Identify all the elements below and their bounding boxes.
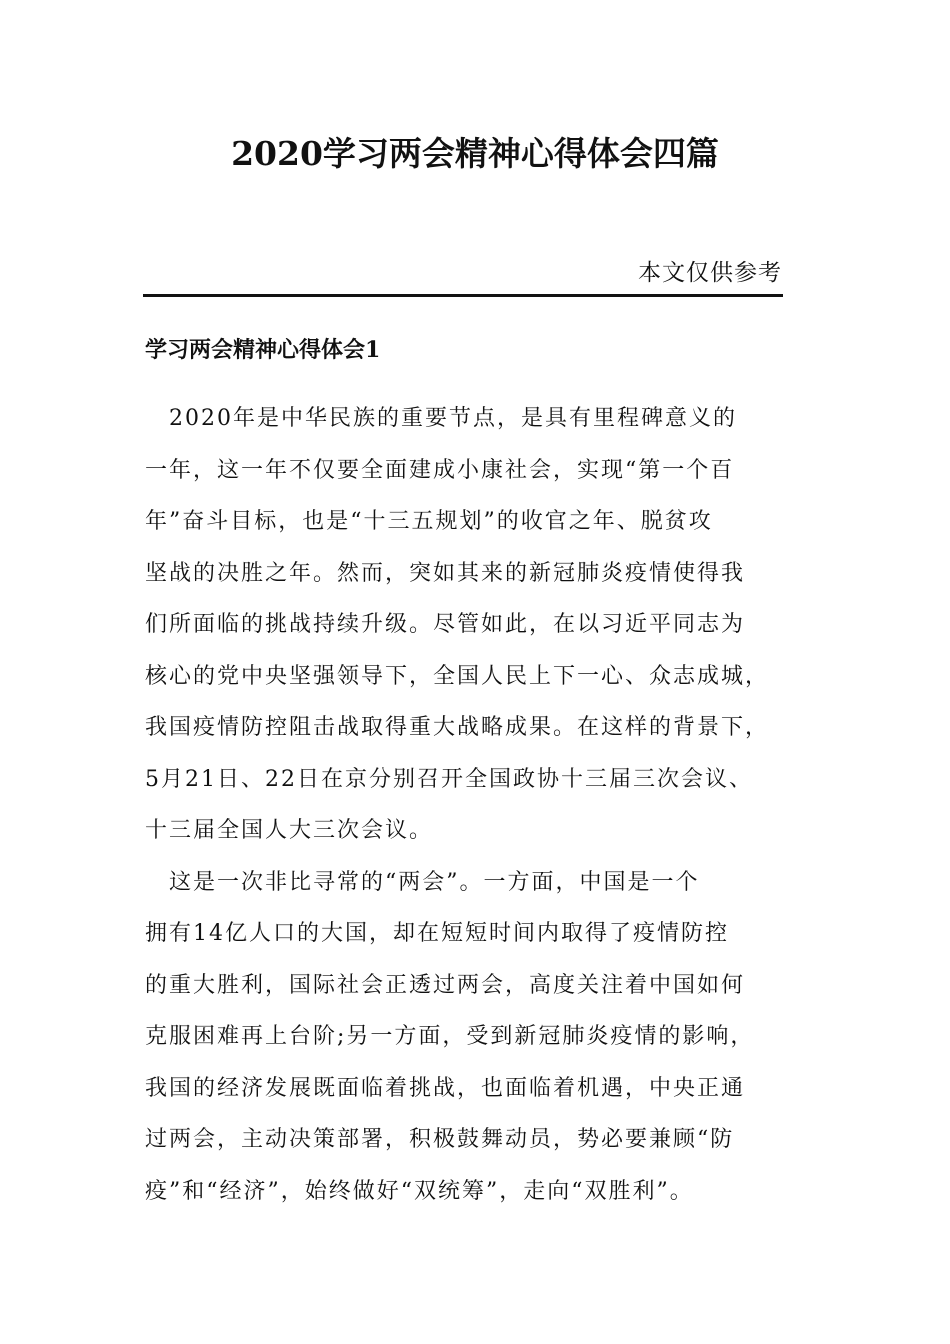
paragraph-1 bbox=[145, 393, 805, 857]
text-line: 我国疫情防控阻击战取得重大战略成果。在这样的背景下， bbox=[145, 715, 770, 740]
paragraph-2 bbox=[145, 857, 805, 1218]
text-line: 的重大胜利，国际社会正透过两会，高度关注着中国如何 bbox=[145, 972, 746, 998]
body-text bbox=[145, 393, 805, 1217]
reference-note: 本文仅供参考 bbox=[638, 260, 782, 286]
text-line: 十三届全国人大三次会议。 bbox=[145, 818, 434, 843]
text-line: 核心的党中央坚强领导下，全国人民上下一心、众志成城， bbox=[145, 663, 770, 689]
text-line: 疫”和“经济”，始终做好“双统筹”，走向“双胜利”。 bbox=[145, 1178, 694, 1204]
document-title: 2020学习两会精神心得体会四篇 bbox=[231, 134, 719, 173]
section-heading: 学习两会精神心得体会1 bbox=[145, 337, 381, 363]
text-line: 这是一次非比寻常的“两会”。一方面，中国是一个 bbox=[145, 869, 700, 895]
text-line: 们所面临的挑战持续升级。尽管如此，在以习近平同志为 bbox=[145, 612, 746, 637]
text-line: 一年，这一年不仅要全面建成小康社会，实现“第一个百 bbox=[145, 457, 735, 483]
text-line: 2020年是中华民族的重要节点，是具有里程碑意义的 bbox=[145, 406, 737, 431]
text-line: 我国的经济发展既面临着挑战，也面临着机遇，中央正通 bbox=[145, 1075, 746, 1101]
text-line: 坚战的决胜之年。然而，突如其来的新冠肺炎疫情使得我 bbox=[145, 560, 746, 586]
text-line: 过两会，主动决策部署，积极鼓舞动员，势必要兼顾“防 bbox=[145, 1127, 735, 1152]
text-line: 拥有14亿人口的大国，却在短短时间内取得了疫情防控 bbox=[145, 921, 729, 946]
header-divider bbox=[143, 294, 783, 297]
text-line: 克服困难再上台阶;另一方面，受到新冠肺炎疫情的影响， bbox=[145, 1024, 755, 1049]
text-line: 年”奋斗目标，也是“十三五规划”的收官之年、脱贫攻 bbox=[145, 509, 713, 534]
text-line: 5月21日、22日在京分别召开全国政协十三届三次会议、 bbox=[145, 766, 753, 792]
